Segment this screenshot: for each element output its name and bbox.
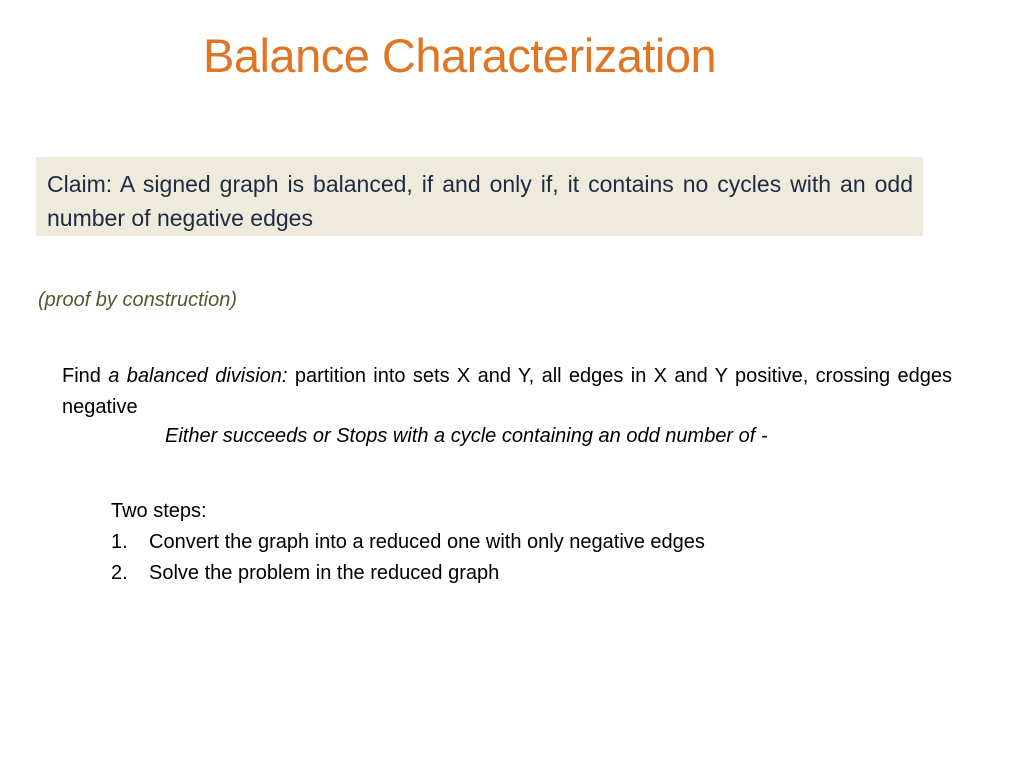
list-item [111, 527, 871, 558]
step-text: Solve the problem in the reduced graph [149, 562, 500, 584]
either-text: Either succeeds or Stops with a cycle containing an odd number of - [165, 425, 768, 447]
step-text: Convert the graph into a reduced one with only negative edges [149, 531, 705, 553]
claim-text: Claim: A signed graph is balanced, if and only if, it contains no cycles with an odd number of negative edges [47, 171, 913, 231]
find-text [62, 361, 952, 423]
steps-block [111, 496, 871, 589]
proof-note: (proof by construction) [38, 289, 237, 311]
find-paragraph [62, 361, 952, 423]
slide-title: Balance Characterization [203, 29, 717, 82]
claim-box [36, 157, 923, 236]
find-emphasis: a balanced division: [108, 365, 288, 387]
list-item [111, 558, 871, 589]
steps-heading: Two steps: [111, 500, 207, 522]
find-prefix: Find [62, 365, 109, 387]
step-number: 1. [111, 531, 128, 553]
find-rest: partition into sets X and Y, all edges in X and Y positive, crossing edges negative [62, 365, 952, 418]
steps-list [111, 527, 871, 589]
step-number: 2. [111, 562, 128, 584]
